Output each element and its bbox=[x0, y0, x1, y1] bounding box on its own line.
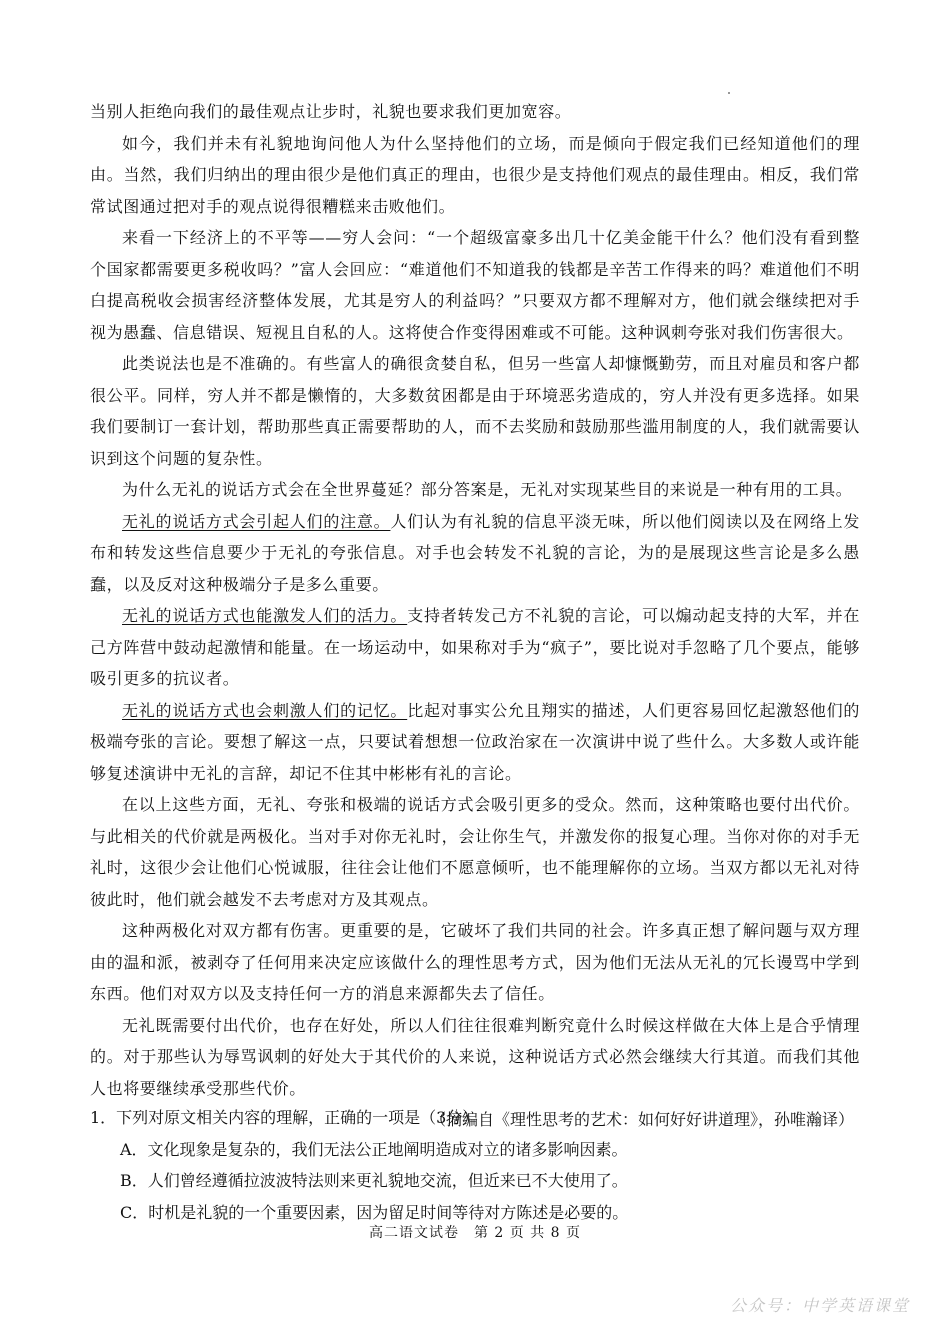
paragraph-1: 如今，我们并未有礼貌地询问他人为什么坚持他们的立场，而是倾向于假定我们已经知道他们的理由。当然，我们归纳出的理由很少是他们真正的理由，也很少是支持他们观点的最佳理由。相反，我们常常试图通过把对手的观点说得很糟糕来击败他们。 bbox=[90, 133, 860, 216]
paragraph-8: 在以上这些方面，无礼、夸张和极端的说话方式会吸引更多的受众。然而，这种策略也要付出代价。与此相关的代价就是两极化。当对手对你无礼时，会让你生气，并激发你的报复心理。当你对你的对手无礼时，这很少会让他们心悦诚服，往往会让他们不愿意倾听，也不能理解你的立场。当双方都以无礼对待彼此时，他们就会越发不去考虑对方及其观点。 bbox=[90, 795, 860, 909]
option-c: C．时机是礼貌的一个重要因素，因为留足时间等待对方陈述是必要的。 bbox=[120, 1202, 629, 1222]
underlined-claim-attention: 无礼的说话方式会引起人们的注意。 bbox=[122, 511, 391, 531]
question-1 bbox=[90, 1102, 870, 1228]
paragraph-9: 这种两极化对双方都有伤害。更重要的是，它破坏了我们共同的社会。许多真正想了解问题与双方理由的温和派，被剥夺了任何用来决定应该做什么的理性思考方式，因为他们无法从无礼的冗长谩骂中学到东西。他们对双方以及支持任何一方的消息来源都失去了信任。 bbox=[90, 921, 860, 1003]
scan-dot bbox=[728, 92, 730, 94]
paragraph-2: 来看一下经济上的不平等——穷人会问：“一个超级富豪多出几十亿美金能干什么？他们没有看到整个国家都需要更多税收吗？”富人会回应：“难道他们不知道我的钱都是辛苦工作得来的吗？难道他们不明白提高税收会损害经济整体发展，尤其是穷人的利益吗？”只要双方都不理解对方，他们就会继续把对手视为愚蠢、信息错误、短视且自私的人。这将使合作变得困难或不可能。这种讽刺夸张对我们伤害很大。 bbox=[90, 228, 860, 342]
source-citation: （摘编自《理性思考的艺术：如何好好讲道理》，孙唯瀚译） bbox=[429, 1110, 854, 1129]
paragraph-6 bbox=[90, 600, 860, 695]
article-body bbox=[90, 96, 860, 1136]
paragraph-0: 当别人拒绝向我们的最佳观点让步时，礼貌也要求我们更加宽容。 bbox=[90, 102, 572, 121]
question-stem: 1．下列对原文相关内容的理解，正确的一项是（3分） bbox=[90, 1108, 479, 1127]
paragraph-6-text: 支持者转发己方不礼貌的言论，可以煽动起支持的大军，并在己方阵营中鼓动起激情和能量。在一场运动中，如果称对手为“疯子”，要比说对手忽略了几个要点，能够吸引更多的抗议者。 bbox=[90, 606, 860, 688]
underlined-claim-memory: 无礼的说话方式也会刺激人们的记忆。 bbox=[122, 700, 408, 720]
option-a: A．文化现象是复杂的，我们无法公正地阐明造成对立的诸多影响因素。 bbox=[120, 1139, 628, 1159]
page-footer: 高二语文试卷 第 2 页 共 8 页 bbox=[368, 1225, 582, 1241]
option-b: B．人们曾经遵循拉波波特法则来更礼貌地交流，但近来已不大使用了。 bbox=[120, 1171, 628, 1190]
paragraph-4: 为什么无礼的说话方式会在全世界蔓延？部分答案是，无礼对实现某些目的来说是一种有用的工具。 bbox=[122, 480, 853, 499]
paragraph-5 bbox=[90, 506, 860, 601]
paragraph-5-text: 人们认为有礼貌的信息平淡无味，所以他们阅读以及在网络上发布和转发这些信息要少于无礼的夸张信息。对手也会转发不礼貌的言论，为的是展现这些言论是多么愚蠢，以及反对这种极端分子是多么重要。 bbox=[90, 511, 860, 594]
paragraph-3: 此类说法也是不准确的。有些富人的确很贪婪自私，但另一些富人却慷慨勤劳，而且对雇员和客户都很公平。同样，穷人并不都是懒惰的，大多数贫困都是由于环境恶劣造成的，穷人并没有更多选择。如果我们要制订一套计划，帮助那些真正需要帮助的人，而不去奖励和鼓励那些滥用制度的人，我们就需要认识到这个问题的复杂性。 bbox=[90, 354, 860, 468]
watermark: 公众号：中学英语课堂 bbox=[729, 1296, 910, 1315]
paragraph-7-text: 比起对事实公允且翔实的描述，人们更容易回忆起激怒他们的极端夸张的言论。要想了解这一点，只要试着想想一位政治家在一次演讲中说了些什么。大多数人或许能够复述演讲中无礼的言辞，却记不住其中彬彬有礼的言论。 bbox=[90, 700, 860, 783]
paragraph-10: 无礼既需要付出代价，也存在好处，所以人们往往很难判断究竟什么时候这样做在大体上是合乎情理的。对于那些认为辱骂讽刺的好处大于其代价的人来说，这种说话方式必然会继续大行其道。而我们其他人也将要继续承受那些代价。 bbox=[90, 1015, 860, 1098]
paragraph-7 bbox=[90, 695, 860, 790]
underlined-claim-energy: 无礼的说话方式也能激发人们的活力。 bbox=[122, 606, 408, 625]
